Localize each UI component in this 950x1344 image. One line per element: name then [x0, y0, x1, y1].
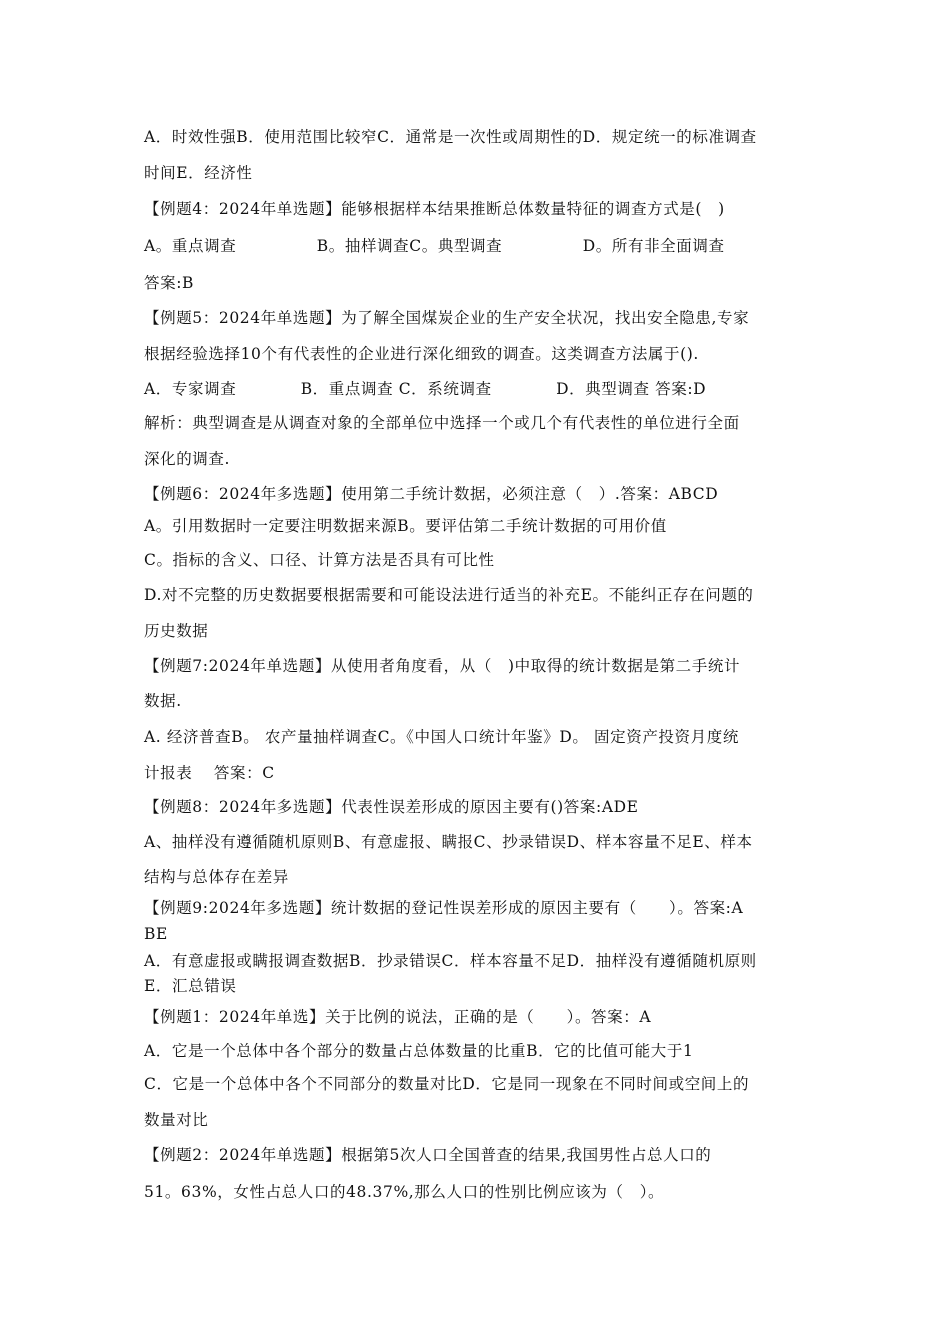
- question-4-answer: 答案:B: [144, 274, 195, 292]
- question-6-options-de: D.对不完整的历史数据要根据需要和可能设法进行适当的补充E。不能纠正存在问题的: [144, 586, 754, 604]
- question-7-options: A. 经济普查B。 农产量抽样调查C。《中国人口统计年鉴》D。 固定资产投资月度统: [144, 728, 739, 746]
- question-1-options-ab: A．它是一个总体中各个部分的数量占总体数量的比重B．它的比值可能大于1: [144, 1042, 694, 1060]
- question-8-options-cont: 结构与总体存在差异: [144, 868, 289, 886]
- question-6-options-cont: 历史数据: [144, 622, 209, 640]
- text-line-option-e: 时间E．经济性: [144, 164, 253, 182]
- question-2-title: 【例题2：2024年单选题】根据第5次人口全国普查的结果,我国男性占总人口的: [144, 1146, 712, 1164]
- question-5-text: 根据经验选择10个有代表性的企业进行深化细致的调查。这类调查方法属于().: [144, 345, 699, 363]
- question-5-analysis-cont: 深化的调查.: [144, 450, 231, 468]
- question-9-option-e: E．汇总错误: [144, 977, 237, 995]
- question-5-analysis: 解析：典型调查是从调查对象的全部单位中选择一个或几个有代表性的单位进行全面: [144, 414, 740, 432]
- text-line-options-a-e: A．时效性强B．使用范围比较窄C．通常是一次性或周期性的D．规定统一的标准调查: [144, 128, 757, 146]
- question-6-title: 【例题6：2024年多选题】使用第二手统计数据，必须注意（ ）.答案：ABCD: [144, 485, 719, 503]
- question-5-title: 【例题5：2024年单选题】为了解全国煤炭企业的生产安全状况，找出安全隐患,专家: [144, 309, 750, 327]
- question-4-options: A。重点调查 B。抽样调查C。典型调查 D。所有非全面调查: [144, 237, 725, 255]
- question-1-title: 【例题1：2024年单选】关于比例的说法，正确的是（ ）。答案：A: [144, 1008, 652, 1026]
- question-7-title-cont: 数据.: [144, 692, 182, 710]
- question-6-option-c: C。指标的含义、口径、计算方法是否具有可比性: [144, 551, 495, 569]
- question-8-title: 【例题8：2024年多选题】代表性误差形成的原因主要有()答案:ADE: [144, 798, 639, 816]
- question-1-options-cont: 数量对比: [144, 1111, 209, 1129]
- question-9-options: A．有意虚报或瞒报调查数据B．抄录错误C．样本容量不足D．抽样没有遵循随机原则: [144, 952, 757, 970]
- question-5-options: A．专家调查 B．重点调查 C．系统调查 D．典型调查 答案:D: [144, 380, 707, 398]
- question-4-title: 【例题4：2024年单选题】能够根据样本结果推断总体数量特征的调查方式是( ): [144, 200, 725, 218]
- question-9-title: 【例题9:2024年多选题】统计数据的登记性误差形成的原因主要有（ ）。答案:A: [144, 899, 744, 917]
- question-9-answer-cont: BE: [144, 925, 168, 943]
- question-8-options: A、抽样没有遵循随机原则B、有意虚报、瞒报C、抄录错误D、样本容量不足E、样本: [144, 833, 753, 851]
- question-7-answer: 计报表 答案：C: [144, 764, 275, 782]
- question-1-options-cd: C．它是一个总体中各个不同部分的数量对比D．它是同一现象在不同时间或空间上的: [144, 1075, 750, 1093]
- question-7-title: 【例题7:2024年单选题】从使用者角度看，从（ )中取得的统计数据是第二手统计: [144, 657, 741, 675]
- question-2-text: 51。63%，女性占总人口的48.37%,那么人口的性别比例应该为（ ）。: [144, 1183, 665, 1201]
- question-6-options-ab: A。引用数据时一定要注明数据来源B。要评估第二手统计数据的可用价值: [144, 517, 667, 535]
